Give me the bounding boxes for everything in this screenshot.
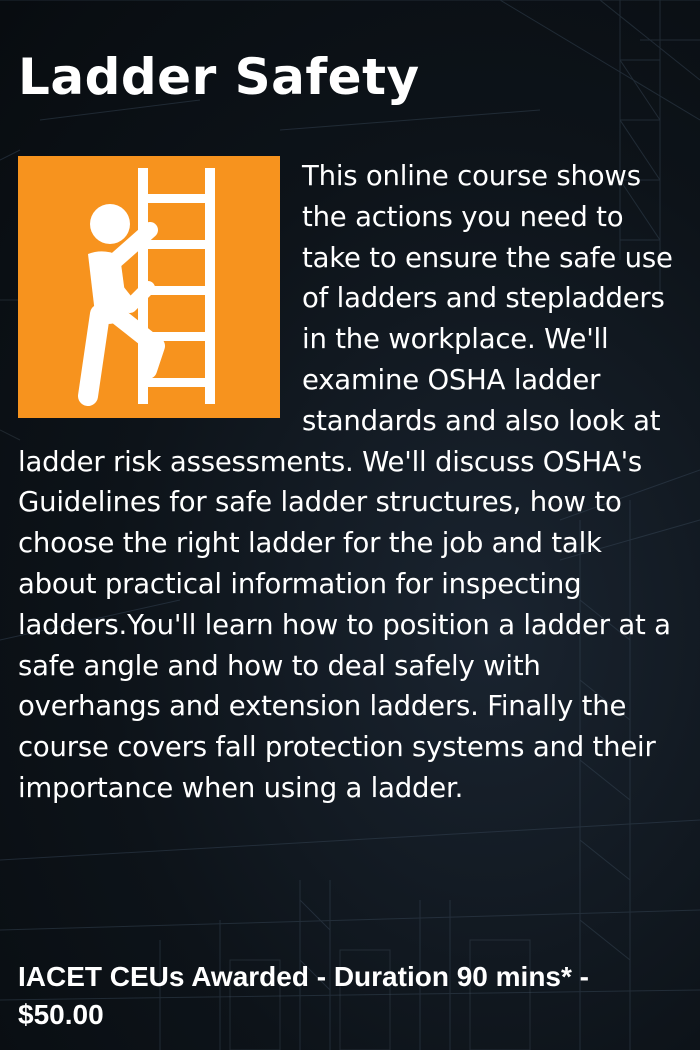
course-description: This online course shows the actions you need to take to ensure the safe use of ladders and stepladders in the workplace. We'll examine OSHA ladder standards and also look at ladder risk assessments. We'll discuss OSHA's Guidelines for safe ladder structures, how to choose the right ladder for the job and talk about practical information for inspecting ladders.You'll learn how to position a ladder at a safe angle and how to deal safely with overhangs and extension ladders. Finally the course covers fall protection systems and their importance when using a ladder. (18, 160, 673, 804)
course-content (18, 156, 682, 809)
page-title: Ladder Safety (18, 48, 420, 106)
course-image (18, 156, 280, 418)
course-credits-price: IACET CEUs Awarded - Duration 90 mins* - $50.00 (18, 961, 589, 1030)
ladder-climber-icon (18, 156, 280, 418)
